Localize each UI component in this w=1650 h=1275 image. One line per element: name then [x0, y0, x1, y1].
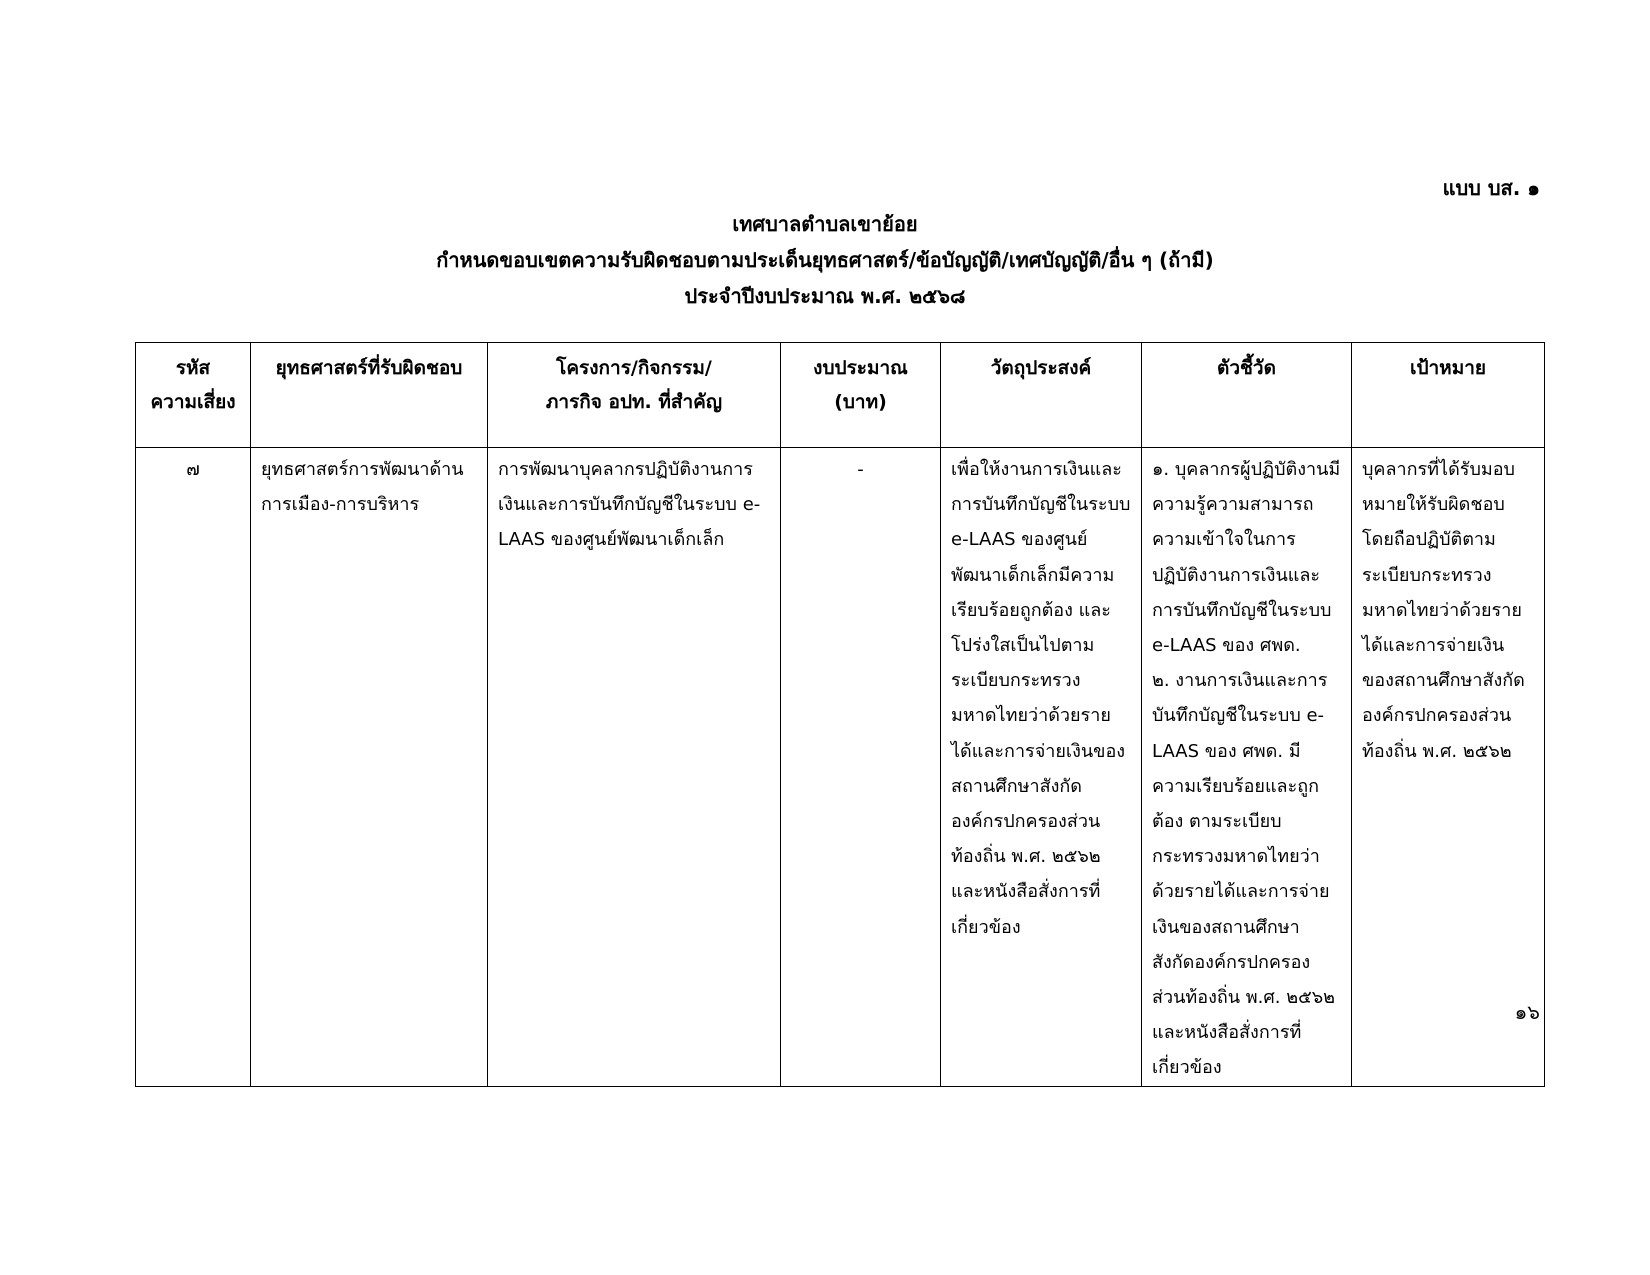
header-strategy: ยุทธศาสตร์ที่รับผิดชอบ: [251, 343, 488, 448]
header-objective: วัตถุประสงค์: [941, 343, 1142, 448]
header-project: โครงการ/กิจกรรม/ ภารกิจ อปท. ที่สำคัญ: [488, 343, 781, 448]
header-budget: งบประมาณ (บาท): [781, 343, 941, 448]
responsibility-table: [135, 342, 1545, 1087]
page-number: ๑๖: [1514, 1000, 1540, 1024]
cell-risk-code: ๗: [136, 448, 251, 1087]
cell-objective: เพื่อให้งานการเงินและการบันทึกบัญชีในระบบ e-LAAS ของศูนย์พัฒนาเด็กเล็กมีความเรียบร้อยถูกต้อง และโปร่งใสเป็นไปตามระเบียบกระทรวงมหาดไทยว่าด้วยรายได้และการจ่ายเงินของสถานศึกษาสังกัดองค์กรปกครองส่วนท้องถิ่น พ.ศ. ๒๕๖๒ และหนังสือสั่งการที่เกี่ยวข้อง: [941, 448, 1142, 1087]
fiscal-year: ประจำปีงบประมาณ พ.ศ. ๒๕๖๘: [684, 284, 966, 308]
cell-target: บุคลากรที่ได้รับมอบหมายให้รับผิดชอบ โดยถือปฏิบัติตามระเบียบกระทรวงมหาดไทยว่าด้วยรายได้และการจ่ายเงินของสถานศึกษาสังกัดองค์กรปกครองส่วนท้องถิ่น พ.ศ. ๒๕๖๒: [1352, 448, 1545, 1087]
form-code: แบบ บส. ๑: [1442, 176, 1540, 200]
table-header-row: [136, 343, 1545, 448]
cell-budget: -: [781, 448, 941, 1087]
table-row: [136, 448, 1545, 1087]
header-risk-code: รหัส ความเสี่ยง: [136, 343, 251, 448]
indicator-item-2: ๒. งานการเงินและการบันทึกบัญชีในระบบ e-LAAS ของ ศพด. มีความเรียบร้อยและถูกต้อง ตามระเบียบกระทรวงมหาดไทยว่าด้วยรายได้และการจ่ายเงินของสถานศึกษาสังกัดองค์กรปกครองส่วนท้องถิ่น พ.ศ. ๒๕๖๒ และหนังสือสั่งการที่เกี่ยวข้อง: [1152, 670, 1336, 1079]
cell-project: การพัฒนาบุคลากรปฏิบัติงานการเงินและการบันทึกบัญชีในระบบ e-LAAS ของศูนย์พัฒนาเด็กเล็ก: [488, 448, 781, 1087]
cell-indicator: [1142, 448, 1352, 1087]
header-target: เป้าหมาย: [1352, 343, 1545, 448]
organization-name: เทศบาลตำบลเขาย้อย: [732, 212, 918, 236]
header-indicator: ตัวชี้วัด: [1142, 343, 1352, 448]
cell-strategy: ยุทธศาสตร์การพัฒนาด้านการเมือง-การบริหาร: [251, 448, 488, 1087]
document-title: [0, 206, 1650, 314]
indicator-item-1: ๑. บุคลากรผู้ปฏิบัติงานมีความรู้ความสามารถ ความเข้าใจในการปฏิบัติงานการเงินและการบันทึกบัญชีในระบบ e-LAAS ของ ศพด.: [1152, 459, 1341, 657]
document-subject: กำหนดขอบเขตความรับผิดชอบตามประเด็นยุทธศาสตร์/ข้อบัญญัติ/เทศบัญญัติ/อื่น ๆ (ถ้ามี): [436, 248, 1214, 272]
